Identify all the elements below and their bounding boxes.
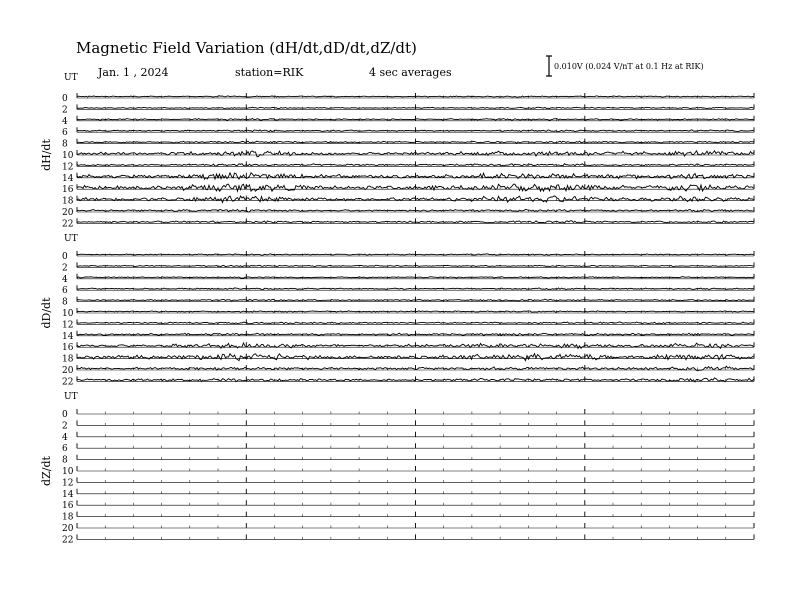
panel-ylabel: dZ/dt <box>40 456 53 486</box>
hour-label: 16 <box>62 343 74 354</box>
hour-label: 18 <box>62 512 74 523</box>
hour-label: 4 <box>62 116 68 127</box>
panel-dH-dt <box>40 73 754 229</box>
ut-label: UT <box>64 73 78 83</box>
hour-label: 4 <box>62 432 68 443</box>
hour-label: 12 <box>62 478 74 489</box>
hour-label: 2 <box>62 421 68 432</box>
hour-label: 10 <box>62 467 74 477</box>
hour-label: 14 <box>62 331 74 342</box>
hour-label: 10 <box>62 309 74 319</box>
hour-label: 22 <box>62 219 74 230</box>
ut-label: UT <box>64 234 78 244</box>
hour-label: 8 <box>62 139 68 150</box>
scale-note: 0.010V (0.024 V/nT at 0.1 Hz at RIK) <box>554 62 704 71</box>
hour-label: 6 <box>62 444 68 455</box>
hour-label: 10 <box>62 151 74 161</box>
hour-label: 8 <box>62 297 68 308</box>
chart-title: Magnetic Field Variation (dH/dt,dD/dt,dZ/dt) <box>76 39 417 57</box>
panel-dZ-dt <box>40 392 754 545</box>
hour-label: 20 <box>62 366 74 376</box>
hour-label: 8 <box>62 455 68 466</box>
hour-label: 16 <box>62 501 74 512</box>
hour-label: 2 <box>62 263 68 274</box>
hour-label: 14 <box>62 173 74 184</box>
hour-label: 18 <box>62 196 74 207</box>
station-label: station=RIK <box>235 66 304 79</box>
hour-label: 0 <box>62 410 68 420</box>
hour-label: 20 <box>62 208 74 218</box>
hour-label: 18 <box>62 354 74 365</box>
hour-label: 0 <box>62 252 68 262</box>
panel-dD-dt <box>40 234 754 387</box>
averaging-label: 4 sec averages <box>369 66 452 79</box>
date-label: Jan. 1 , 2024 <box>98 66 169 79</box>
hour-label: 12 <box>62 162 74 173</box>
hour-label: 0 <box>62 94 68 104</box>
hour-label: 12 <box>62 320 74 331</box>
hour-label: 14 <box>62 489 74 500</box>
hour-label: 16 <box>62 185 74 196</box>
hour-label: 2 <box>62 105 68 116</box>
ut-label: UT <box>64 392 78 402</box>
hour-label: 22 <box>62 377 74 388</box>
hour-label: 22 <box>62 535 74 546</box>
panel-ylabel: dD/dt <box>40 297 53 329</box>
hour-label: 20 <box>62 524 74 534</box>
hour-label: 4 <box>62 274 68 285</box>
hour-label: 6 <box>62 128 68 139</box>
hour-label: 6 <box>62 286 68 297</box>
panels-group <box>40 73 754 545</box>
panel-ylabel: dH/dt <box>40 139 53 171</box>
scale-bar <box>546 56 704 76</box>
